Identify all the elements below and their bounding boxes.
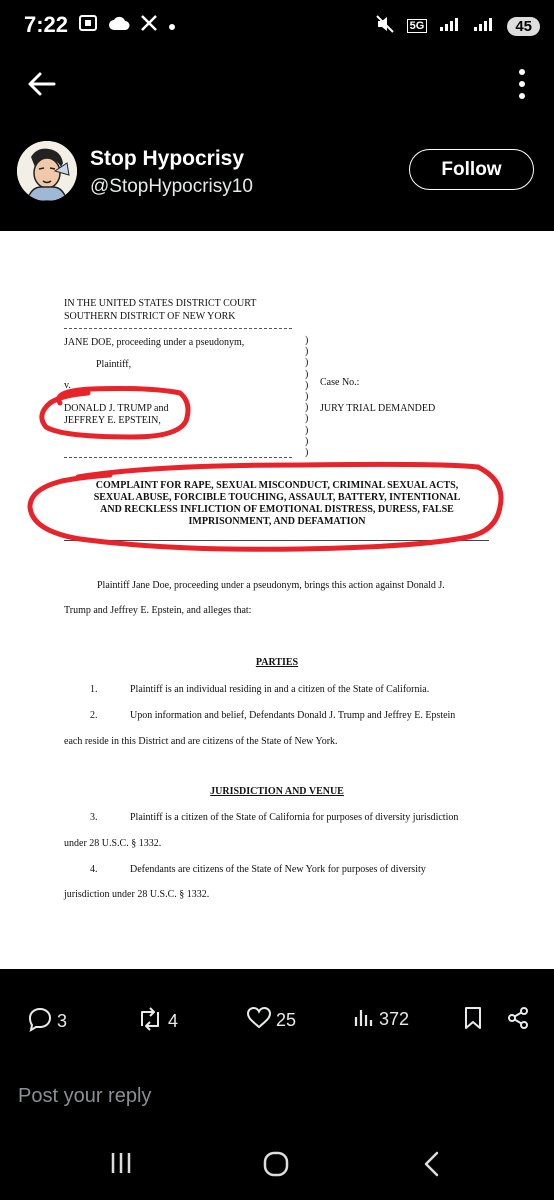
share-action[interactable] bbox=[506, 1006, 530, 1035]
intro-line-1: Plaintiff Jane Doe, proceeding under a pseudonym, brings this action against Donald J. bbox=[97, 580, 445, 591]
arrow-left-icon[interactable] bbox=[22, 64, 62, 104]
p4-number: 4. bbox=[90, 864, 98, 875]
author-name[interactable]: Stop Hypocrisy bbox=[90, 147, 245, 170]
defendant-2: JEFFREY E. EPSTEIN, bbox=[64, 415, 161, 426]
analytics-icon bbox=[353, 1006, 375, 1033]
signal-icon bbox=[439, 16, 461, 36]
back-icon[interactable] bbox=[420, 1150, 444, 1183]
top-bar bbox=[0, 52, 554, 116]
reply-icon bbox=[27, 1006, 53, 1037]
p4-line-1: Defendants are citizens of the State of New York for purposes of diversity bbox=[130, 864, 426, 875]
case-no: Case No.: bbox=[320, 377, 360, 388]
repost-icon bbox=[136, 1006, 164, 1037]
p2-number: 2. bbox=[90, 710, 98, 721]
jurisdiction-heading: JURISDICTION AND VENUE bbox=[210, 786, 344, 797]
dot-icon bbox=[168, 15, 176, 37]
cloud-icon bbox=[108, 15, 130, 37]
recents-icon[interactable] bbox=[108, 1150, 134, 1181]
document-image[interactable] bbox=[0, 231, 554, 969]
heart-icon bbox=[246, 1006, 272, 1035]
like-action[interactable] bbox=[246, 1006, 296, 1035]
follow-button[interactable]: Follow bbox=[409, 149, 534, 190]
versus: v. bbox=[64, 380, 71, 391]
parties-heading: PARTIES bbox=[255, 657, 299, 668]
complaint-title-2: SEXUAL ABUSE, FORCIBLE TOUCHING, ASSAULT, BATTERY, INTENTIONAL bbox=[93, 492, 461, 503]
bookmark-action[interactable] bbox=[463, 1006, 483, 1035]
complaint-title-3: AND RECKLESS INFLICTION OF EMOTIONAL DISTRESS, DURESS, FALSE bbox=[100, 504, 454, 515]
bookmark-icon bbox=[463, 1006, 483, 1035]
like-count: 25 bbox=[276, 1010, 297, 1030]
mute-icon bbox=[375, 14, 395, 38]
signal-icon-2 bbox=[473, 16, 495, 36]
p3-number: 3. bbox=[90, 812, 98, 823]
plaintiff-line: JANE DOE, proceeding under a pseudonym, bbox=[64, 337, 245, 348]
status-bar bbox=[0, 0, 554, 52]
intro-line-2: Trump and Jeffrey E. Epstein, and alleges that: bbox=[64, 605, 252, 616]
p2-line-2: each reside in this District and are citizens of the State of New York. bbox=[64, 736, 338, 747]
views-count: 372 bbox=[379, 1009, 410, 1029]
plaintiff-label: Plaintiff, bbox=[96, 359, 132, 370]
author-row bbox=[0, 138, 554, 208]
court-line-1: IN THE UNITED STATES DISTRICT COURT bbox=[64, 298, 257, 309]
screenshot-icon bbox=[78, 14, 98, 38]
jury-demand: JURY TRIAL DEMANDED bbox=[320, 403, 436, 414]
reply-count: 3 bbox=[57, 1011, 68, 1031]
repost-count: 4 bbox=[168, 1011, 179, 1031]
p3-line-2: under 28 U.S.C. § 1332. bbox=[64, 838, 162, 849]
p1-number: 1. bbox=[90, 684, 98, 695]
battery-indicator: 45 bbox=[507, 17, 540, 36]
avatar[interactable] bbox=[17, 141, 77, 201]
p1-text: Plaintiff is an individual residing in and a citizen of the State of California. bbox=[130, 684, 430, 695]
red-annotation-marks bbox=[0, 231, 554, 969]
p3-line-1: Plaintiff is a citizen of the State of California for purposes of diversity jurisdiction bbox=[130, 812, 459, 823]
repost-action[interactable] bbox=[136, 1006, 178, 1037]
reply-action[interactable] bbox=[27, 1006, 67, 1037]
complaint-title-circle bbox=[30, 464, 501, 549]
x-logo-icon bbox=[140, 14, 158, 38]
defendant-1: DONALD J. TRUMP and bbox=[64, 403, 169, 414]
system-nav-bar bbox=[0, 1140, 554, 1190]
action-bar bbox=[0, 1006, 554, 1046]
network-label: 5G bbox=[407, 19, 428, 33]
home-icon[interactable] bbox=[262, 1150, 290, 1183]
more-vertical-icon[interactable] bbox=[514, 66, 530, 102]
court-line-2: SOUTHERN DISTRICT OF NEW YORK bbox=[64, 311, 236, 322]
views-action[interactable] bbox=[353, 1006, 409, 1033]
reply-input[interactable] bbox=[18, 1082, 418, 1110]
complaint-title-1: COMPLAINT FOR RAPE, SEXUAL MISCONDUCT, CRIMINAL SEXUAL ACTS, bbox=[95, 480, 459, 491]
defendants-circle bbox=[42, 389, 188, 438]
p2-line-1: Upon information and belief, Defendants Donald J. Trump and Jeffrey E. Epstein bbox=[130, 710, 456, 721]
caption-parentheses: ) ) ) ) ) ) ) ) ) ) ) bbox=[305, 335, 309, 459]
status-right-icons bbox=[375, 14, 540, 38]
p4-line-2: jurisdiction under 28 U.S.C. § 1332. bbox=[64, 889, 210, 900]
status-time: 7:22 bbox=[24, 12, 69, 37]
complaint-title-4: IMPRISONMENT, AND DEFAMATION bbox=[188, 516, 366, 527]
author-handle[interactable]: @StopHypocrisy10 bbox=[90, 176, 253, 197]
share-icon bbox=[506, 1006, 530, 1035]
status-left-icons bbox=[78, 14, 176, 38]
